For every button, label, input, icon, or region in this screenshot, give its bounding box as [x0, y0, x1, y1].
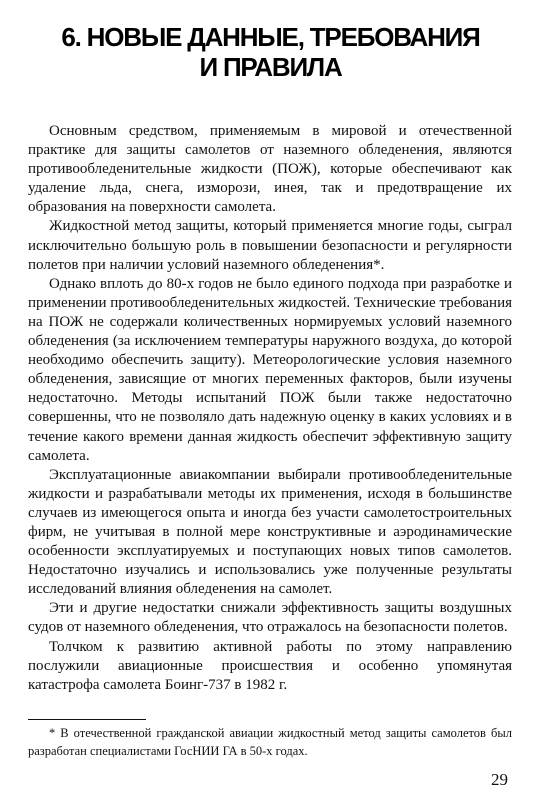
paragraph-1: Основным средством, применяемым в мировой и отечественной практике для защиты самолетов от наземного обледенения, являются противообледенительные жидкости (ПОЖ), которые обеспечивают как удаление льда, снега, изморози, инея, так и предотвращение их образования на поверхности самолета. [28, 123, 512, 216]
paragraph-6: Толчком к развитию активной работы по этому направлению послужили авиационные происшествия и особенно упомянутая катастрофа самолета Боинг-737 в 1982 г. [28, 638, 512, 693]
footnote-divider [28, 719, 146, 720]
chapter-title-line-2: И ПРАВИЛА [199, 52, 342, 82]
paragraph-4: Эксплуатационные авиакомпании выбирали противообледенительные жидкости и разрабатывали методы их применения, исходя в большинстве случаев из имеющегося опыта и иногда без участи самолетостроительных фирм, не учитывая в полной мере конструктивные и аэродинамические особенности эксплуатируемых и поступающих новых типов самолетов. Недостаточно изучались и использовались уже полученные результаты исследований влияния обледенения на самолет. [28, 466, 512, 598]
paragraph-5: Эти и другие недостатки снижали эффективность защиты воздушных судов от наземного обледенения, что отражалось на безопасности полетов. [28, 600, 512, 636]
page-number: 29 [491, 770, 508, 789]
chapter-title-line-1: 6. НОВЫЕ ДАННЫЕ, ТРЕБОВАНИЯ [61, 22, 480, 52]
chapter-body [28, 122, 512, 695]
footnote: * В отечественной гражданской авиации жидкостный метод защиты самолетов был разработан специалистами ГосНИИ ГА в 50-х годах. [28, 726, 512, 758]
paragraph-2: Жидкостной метод защиты, который применяется многие годы, сыграл исключительно большую роль в повышении безопасности и регулярности полетов при наличии условий наземного обледенения*. [28, 218, 512, 273]
paragraph-3: Однако вплоть до 80-х годов не было единого подхода при разработке и применении противообледенительных жидкостей. Технические требования на ПОЖ не содержали количественных нормируемых условий наземного обледенения (за исключением температуры наружного воздуха, до которой необходимо обеспечить защиту). Метеорологические условия наземного обледенения, зависящие от многих переменных факторов, были изучены недостаточно. Методы испытаний ПОЖ были также недостаточно совершенны, что не позволяло дать надежную оценку в каких условиях и в течение какого времени данная жидкость обеспечит эффективную защиту самолета. [28, 275, 512, 464]
chapter-title [30, 22, 511, 82]
